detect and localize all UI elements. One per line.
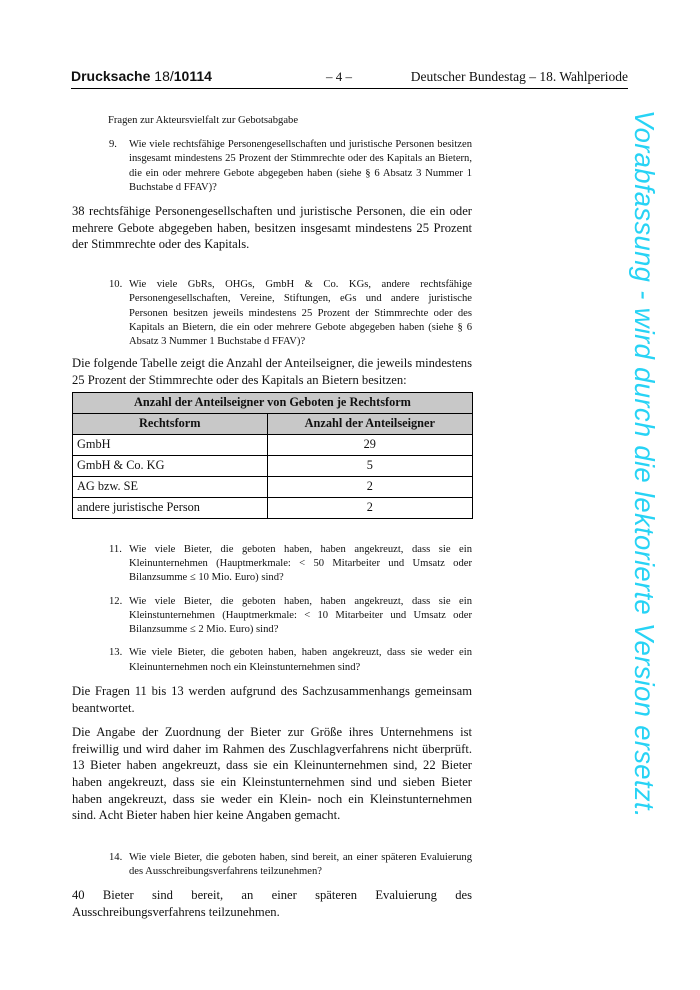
count-cell: 29 [267, 434, 472, 455]
question-number: 9. [109, 139, 117, 150]
question-number: 10. [109, 278, 123, 290]
answer-11-13-intro: Die Fragen 11 bis 13 werden aufgrund des Sachzusammenhangs gemeinsam beantwortet. [72, 684, 472, 715]
draft-watermark: Vorabfassung - wird durch die lektorierte Version ersetzt. [629, 110, 660, 818]
doc-series: 18/ [154, 68, 174, 84]
question-number: 13. [109, 647, 123, 659]
count-cell: 5 [267, 455, 472, 476]
legal-form-cell: GmbH & Co. KG [73, 455, 268, 476]
doc-prefix: Drucksache [71, 68, 155, 84]
question-10 [72, 278, 472, 349]
question-9 [72, 138, 472, 195]
count-cell: 2 [267, 476, 472, 497]
doc-number: 10114 [173, 68, 212, 84]
question-11 [72, 543, 472, 586]
document-number [71, 68, 212, 84]
shareholder-table [72, 392, 473, 519]
question-text: Wie viele rechtsfähige Personengesellschaften und juristische Personen besitzen insgesamt mindestens 25 Prozent der Stimmrechte oder des Kapitals an Bietern, die ein oder mehrere Gebote abgegeben haben (siehe § 6 Absatz 3 Nummer 1 Buchstabe d FFAV)? [129, 139, 472, 193]
question-text: Wie viele Bieter, die geboten haben, haben angekreuzt, dass sie ein Kleinunternehmen (Hauptmerkmale: < 50 Mitarbeiter und Umsatz oder Bilanzsumme ≤ 10 Mio. Euro) sind? [129, 543, 472, 584]
question-text: Wie viele Bieter, die geboten haben, haben angekreuzt, dass sie weder ein Kleinunternehmen noch ein Kleinstunternehmen sind? [129, 647, 472, 673]
page-header [71, 68, 628, 89]
answer-9: 38 rechtsfähige Personengesellschaften und juristische Personen, die ein oder mehrere Gebote abgegeben haben, besitzen insgesamt mindestens 25 Prozent der Stimmrechte oder des Kapitals. [72, 204, 472, 252]
table-title: Anzahl der Anteilseigner von Geboten je Rechtsform [73, 392, 473, 413]
question-number: 11. [109, 543, 122, 555]
legal-form-cell: AG bzw. SE [73, 476, 268, 497]
legal-form-cell: andere juristische Person [73, 497, 268, 518]
table-row [73, 497, 473, 518]
answer-11-13: Die Angabe der Zuordnung der Bieter zur Größe ihres Unternehmens ist freiwillig und wird daher im Rahmen des Zuschlagverfahrens nicht überprüft. 13 Bieter haben angekreuzt, dass sie ein Kleinunternehmen sind, 22 Bieter haben angekreuzt, dass sie ein Kleinstunternehmen sind und sieben Bieter haben angekreuzt, dass sie weder ein Klein- noch ein Kleinstunternehmen sind. Acht Bieter haben hier keine Angaben gemacht. [72, 725, 472, 823]
section-title: Fragen zur Akteursvielfalt zur Gebotsabgabe [108, 115, 299, 126]
question-12 [72, 595, 472, 638]
table-row [73, 476, 473, 497]
page-number: – 4 – [326, 69, 352, 84]
table-row [73, 455, 473, 476]
table-row [73, 434, 473, 455]
column-header-legal-form: Rechtsform [73, 413, 268, 434]
legal-form-cell: GmbH [73, 434, 268, 455]
question-text: Wie viele Bieter, die geboten haben, sind bereit, an einer späteren Evaluierung des Ausschreibungsverfahrens teilzunehmen? [129, 851, 472, 878]
answer-10: Die folgende Tabelle zeigt die Anzahl der Anteilseigner, die jeweils mindestens 25 Prozent der Stimmrechte oder des Kapitals an Bietern besitzen: [72, 356, 472, 388]
question-text: Wie viele GbRs, OHGs, GmbH & Co. KGs, andere rechtsfähige Personengesellschaften, Vereine, Stiftungen, eGs und andere juristische Personen besitzen jeweils mindestens 25 Prozent der Stimmrechte oder des Kapitals an Bietern, die ein oder mehrere Gebote abgegeben haben (siehe § 6 Absatz 3 Nummer 1 Buchstabe d FFAV)? [129, 278, 472, 348]
count-cell: 2 [267, 497, 472, 518]
question-text: Wie viele Bieter, die geboten haben, haben angekreuzt, dass sie ein Kleinstunternehmen (Hauptmerkmale: < 10 Mitarbeiter und Umsatz oder Bilanzsumme ≤ 2 Mio. Euro) sind? [129, 595, 472, 636]
question-14 [72, 851, 472, 880]
column-header-count: Anzahl der Anteilseigner [267, 413, 472, 434]
parliament-period: Deutscher Bundestag – 18. Wahlperiode [410, 69, 628, 84]
page-body [72, 114, 472, 921]
question-13 [72, 646, 472, 675]
answer-14: 40 Bieter sind bereit, an einer späteren Evaluierung des Ausschreibungsverfahrens teilzunehmen. [72, 888, 472, 919]
question-number: 12. [109, 595, 123, 607]
question-number: 14. [109, 851, 123, 863]
